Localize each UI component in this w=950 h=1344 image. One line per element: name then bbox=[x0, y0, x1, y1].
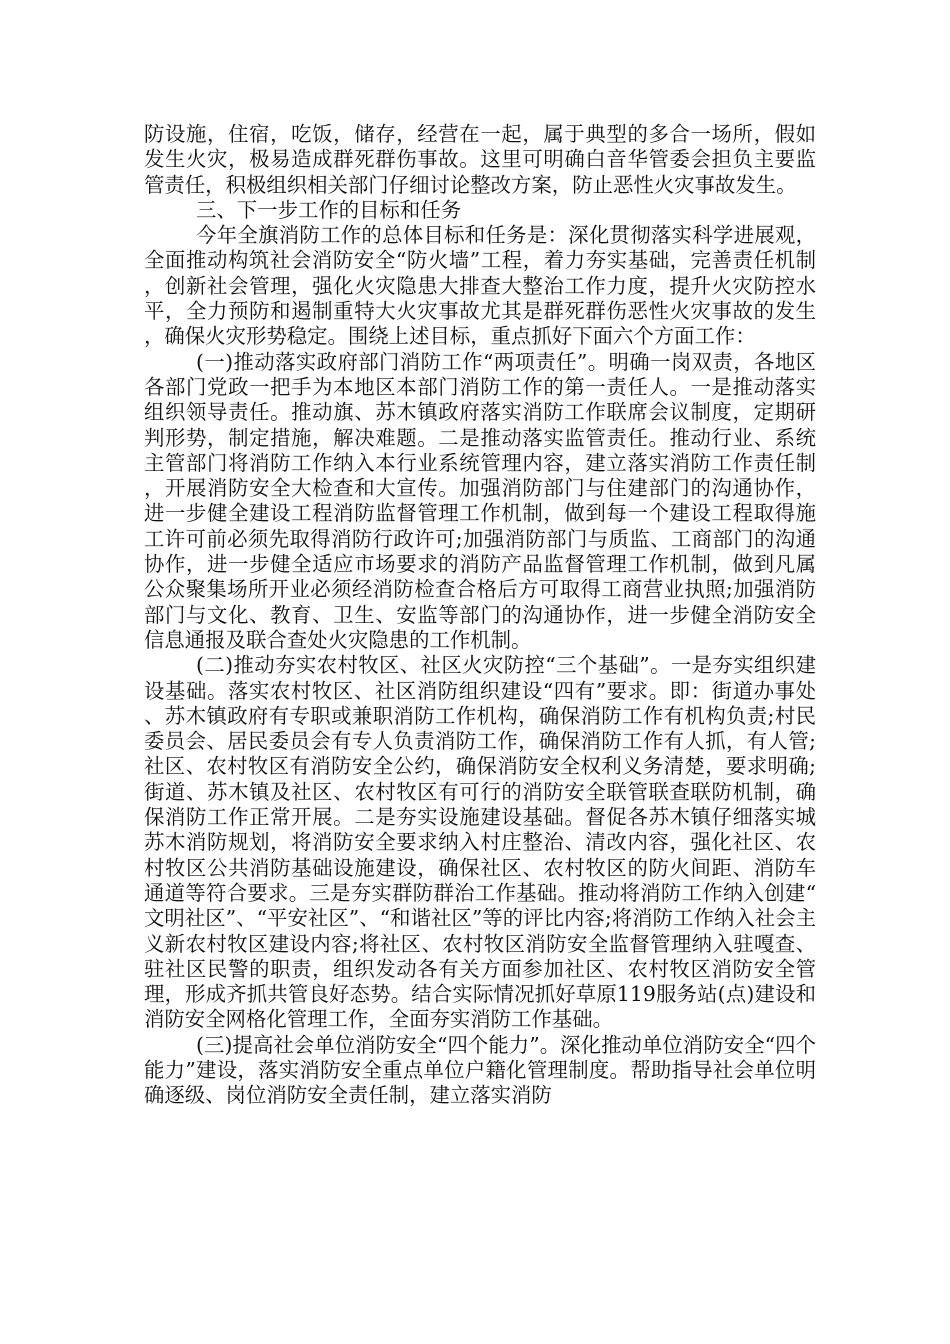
document-body bbox=[144, 122, 816, 1109]
paragraph-item-three-capabilities: (三)提高社会单位消防安全“四个能力”。深化推动单位消防安全“四个能力”建设，落实消防安全重点单位户籍化管理制度。帮助指导社会单位明确逐级、岗位消防安全责任制，建立落实消防 bbox=[144, 1032, 816, 1108]
section-heading-next-steps: 三、下一步工作的目标和任务 bbox=[196, 197, 462, 222]
paragraph-item-two-foundations: (二)推动夯实农村牧区、社区火灾防控“三个基础”。一是夯实组织建设基础。落实农村牧区、社区消防组织建设“四有”要求。即：街道办事处、苏木镇政府有专职或兼职消防工作机构，确保消防工作有机构负责;村民委员会、居民委员会有专人负责消防工作，确保消防工作有人抓，有人管;社区、农村牧区有消防安全公约，确保消防安全权利义务清楚，要求明确;街道、苏木镇及社区、农村牧区有可行的消防安全联管联查联防机制，确保消防工作正常开展。二是夯实设施建设基础。督促各苏木镇仔细落实城苏木消防规划，将消防安全要求纳入村庄整治、清改内容，强化社区、农村牧区公共消防基础设施建设，确保社区、农村牧区的防火间距、消防车通道等符合要求。三是夯实群防群治工作基础。推动将消防工作纳入创建“文明社区”、“平安社区”、“和谐社区”等的评比内容;将消防工作纳入社会主义新农村牧区建设内容;将社区、农村牧区消防安全监督管理纳入驻嘎查、驻社区民警的职责，组织发动各有关方面参加社区、农村牧区消防安全管理，形成齐抓共管良好态势。结合实际情况抓好草原119服务站(点)建设和消防安全网格化管理工作，全面夯实消防工作基础。 bbox=[144, 653, 816, 1032]
paragraph-fire-facilities-continuation: 防设施，住宿，吃饭，储存，经营在一起，属于典型的多合一场所，假如发生火灾，极易造成群死群伤事故。这里可明确白音华管委会担负主要监管责任，积极组织相关部门仔细讨论整改方案，防止恶性火灾事故发生。 bbox=[144, 122, 816, 197]
paragraph-overall-goals: 今年全旗消防工作的总体目标和任务是：深化贯彻落实科学进展观，全面推动构筑社会消防安全“防火墙”工程，着力夯实基础，完善责任机制，创新社会管理，强化火灾隐患大排查大整治工作力度，提升火灾防控水平，全力预防和遏制重特大火灾事故尤其是群死群伤恶性火灾事故的发生，确保火灾形势稳定。围绕上述目标，重点抓好下面六个方面工作： bbox=[144, 223, 816, 349]
paragraph-item-one-responsibilities: (一)推动落实政府部门消防工作“两项责任”。明确一岗双责，各地区各部门党政一把手为本地区本部门消防工作的第一责任人。一是推动落实组织领导责任。推动旗、苏木镇政府落实消防工作联席会议制度，定期研判形势，制定措施，解决难题。二是推动落实监管责任。推动行业、系统主管部门将消防工作纳入本行业系统管理内容，建立落实消防工作责任制，开展消防安全大检查和大宣传。加强消防部门与住建部门的沟通协作，进一步健全建设工程消防监督管理工作机制，做到每一个建设工程取得施工许可前必须先取得消防行政许可;加强消防部门与质监、工商部门的沟通协作，进一步健全适应市场要求的消防产品监督管理工作机制，做到凡属公众聚集场所开业必须经消防检查合格后方可取得工商营业执照;加强消防部门与文化、教育、卫生、安监等部门的沟通协作，进一步健全消防安全信息通报及联合查处火灾隐患的工作机制。 bbox=[144, 349, 816, 652]
